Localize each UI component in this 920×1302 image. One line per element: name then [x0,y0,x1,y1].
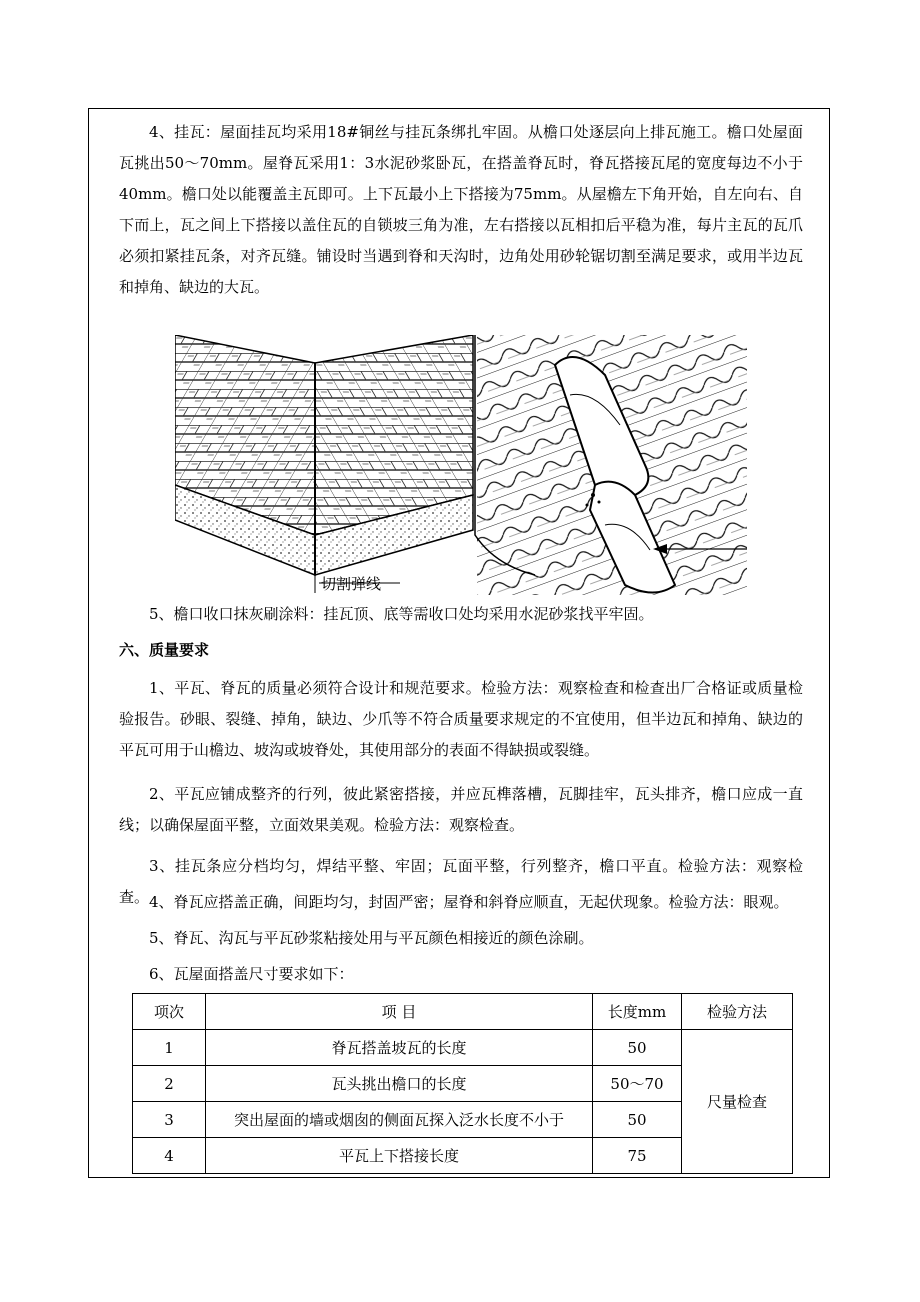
paragraph-eaves-finish: 5、檐口收口抹灰刷涂料：挂瓦顶、底等需收口处均采用水泥砂浆找平牢固。 [149,605,654,623]
table-row [133,1030,793,1066]
document-frame [88,108,830,1178]
row-index: 3 [133,1102,206,1138]
row-item: 瓦头挑出檐口的长度 [206,1066,593,1102]
paragraph-tile-hanging: 4、挂瓦：屋面挂瓦均采用18#铜丝与挂瓦条绑扎牢固。从檐口处逐层向上排瓦施工。檐口处屋面瓦挑出50～70mm。屋脊瓦采用1：3水泥砂浆卧瓦，在搭盖脊瓦时，脊瓦搭接瓦尾的宽度每边不小于40mm。檐口处以能覆盖主瓦即可。上下瓦最小上下搭接为75mm。从屋檐左下角开始，自左向右、自下而上，瓦之间上下搭接以盖住瓦的自锁坡三角为准，左右搭接以瓦相扣后平稳为准，每片主瓦的瓦爪必须扣紧挂瓦条，对齐瓦缝。铺设时当遇到脊和天沟时，边角处用砂轮锯切割至满足要求，或用半边瓦和掉角、缺边的大瓦。 [119,123,803,296]
inspection-method: 尺量检查 [682,1030,793,1174]
header-length: 长度mm [593,994,682,1030]
section-heading-quality: 六、质量要求 [119,641,210,659]
row-index: 2 [133,1066,206,1102]
quality-item-2: 2、平瓦应铺成整齐的行列，彼此紧密搭接，并应瓦榫落槽，瓦脚挂牢，瓦头排齐，檐口应成一直线；以确保屋面平整，立面效果美观。检验方法：观察检查。 [119,785,803,834]
quality-item-6: 6、瓦屋面搭盖尺寸要求如下： [149,965,354,983]
row-length: 75 [593,1138,682,1174]
row-item: 平瓦上下搭接长度 [206,1138,593,1174]
header-item: 项 目 [206,994,593,1030]
row-length: 50～70 [593,1066,682,1102]
row-length: 50 [593,1102,682,1138]
tile-overlap-table [132,993,793,1174]
quality-item-3: 3、挂瓦条应分档均匀，焊结平整、牢固；瓦面平整，行列整齐，檐口平直。检验方法：观察检查。 [119,857,803,906]
row-index: 4 [133,1138,206,1174]
quality-item-1: 1、平瓦、脊瓦的质量必须符合设计和规范要求。检验方法：观察检查和检查出厂合格证或质量检验报告。砂眼、裂缝、掉角，缺边、少爪等不符合质量要求规定的不宜使用，但半边瓦和掉角、缺边的平瓦可用于山檐边、坡沟或坡脊处，其使用部分的表面不得缺损或裂缝。 [119,679,803,759]
header-index: 项次 [133,994,206,1030]
row-item: 突出屋面的墙或烟囱的侧面瓦探入泛水长度不小于 [206,1102,593,1138]
header-method: 检验方法 [682,994,793,1030]
row-index: 1 [133,1030,206,1066]
row-length: 50 [593,1030,682,1066]
quality-item-5: 5、脊瓦、沟瓦与平瓦砂浆粘接处用与平瓦颜色相接近的颜色涂刷。 [149,929,594,947]
roof-tile-illustration [175,335,747,595]
table-header-row [133,994,793,1030]
row-item: 脊瓦搭盖坡瓦的长度 [206,1030,593,1066]
figure-label: 切割弹线 [321,575,382,593]
quality-item-4: 4、脊瓦应搭盖正确，间距均匀，封固严密；屋脊和斜脊应顺直，无起伏现象。检验方法：眼观。 [149,893,789,911]
roof-tile-diagram [175,335,747,595]
